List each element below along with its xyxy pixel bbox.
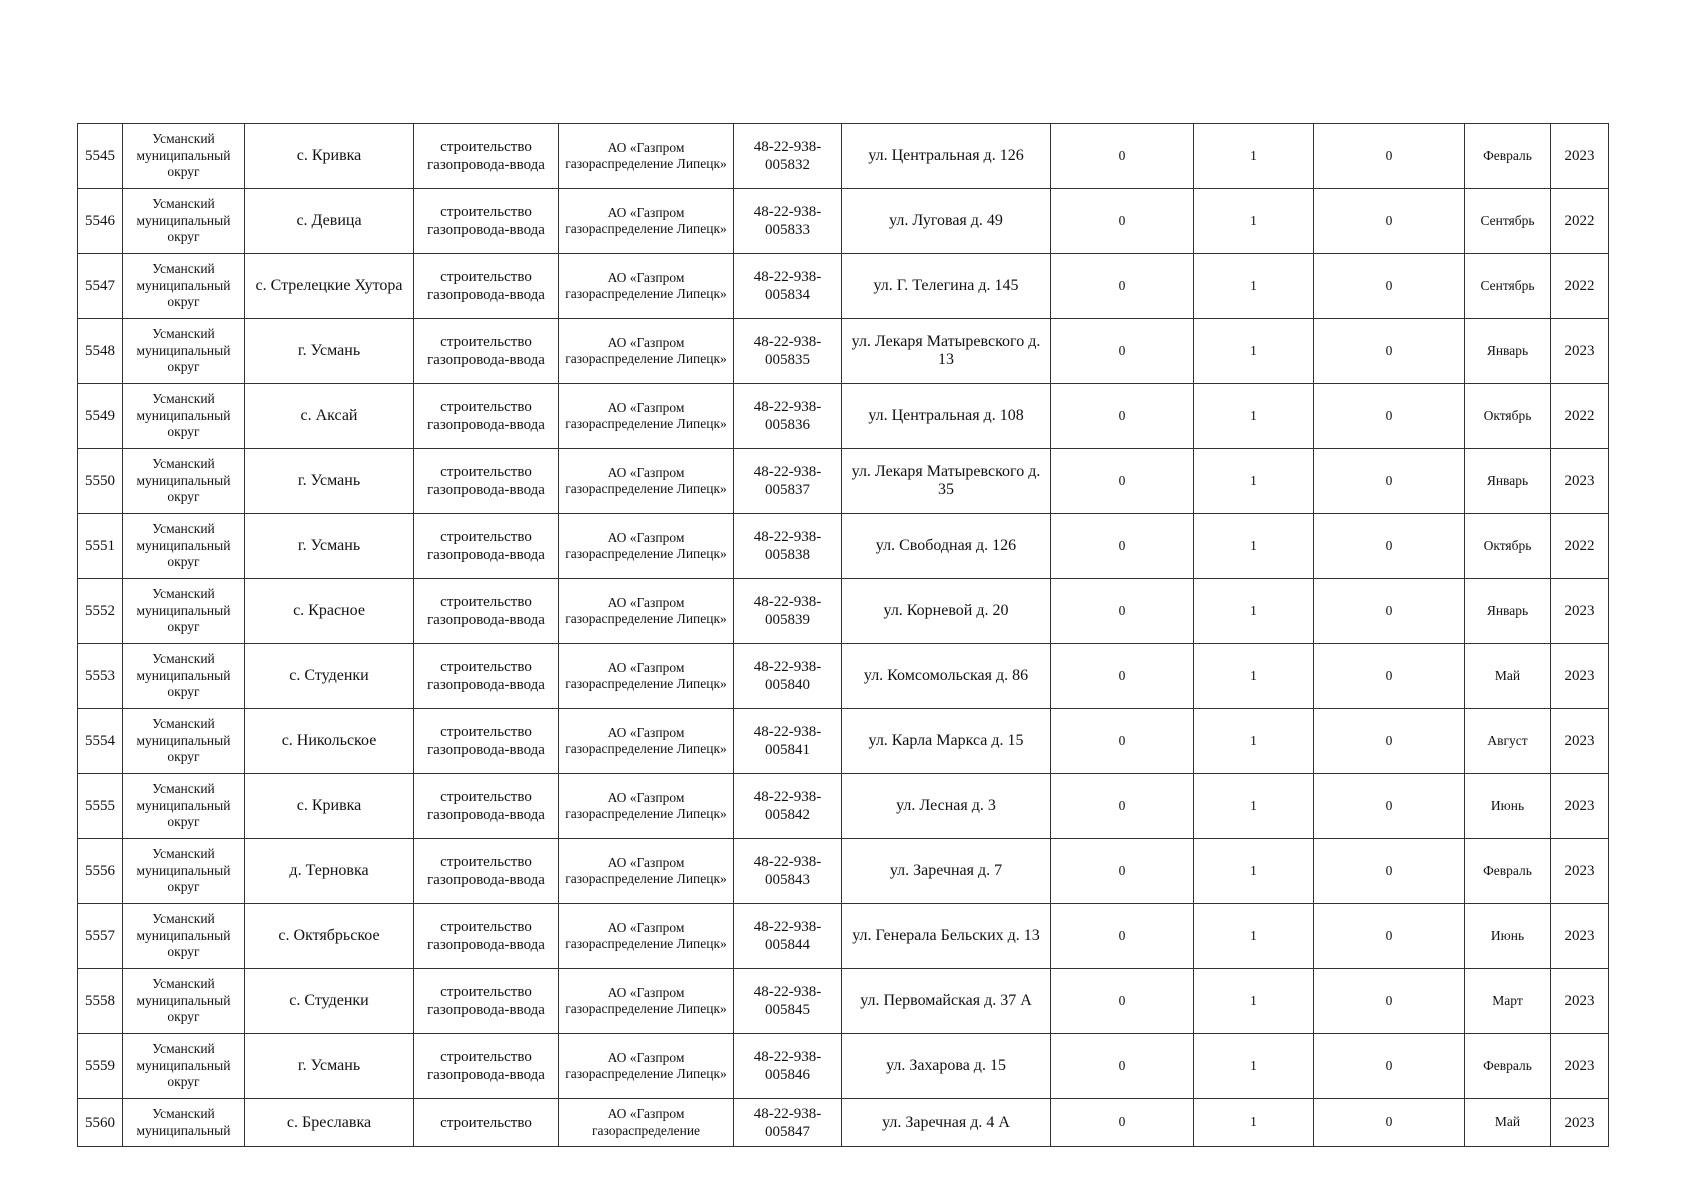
value-cell-2: 1 <box>1194 579 1314 644</box>
district-cell: Усманский муниципальный округ <box>123 189 245 254</box>
organization-cell: АО «Газпром газораспределение Липецк» <box>559 644 734 709</box>
locality-cell: г. Усмань <box>245 449 414 514</box>
work-type-cell: строительство газопровода-ввода <box>414 384 559 449</box>
value-cell-3: 0 <box>1314 514 1465 579</box>
value-cell-3: 0 <box>1314 189 1465 254</box>
locality-cell: с. Октябрьское <box>245 904 414 969</box>
object-code-cell: 48-22-938-005834 <box>734 254 842 319</box>
month-cell: Март <box>1465 969 1551 1034</box>
address-cell: ул. Центральная д. 108 <box>842 384 1051 449</box>
address-cell: ул. Лекаря Матыревского д. 35 <box>842 449 1051 514</box>
organization-cell: АО «Газпром газораспределение Липецк» <box>559 449 734 514</box>
row-number-cell: 5553 <box>78 644 123 709</box>
address-cell: ул. Лекаря Матыревского д. 13 <box>842 319 1051 384</box>
locality-cell: с. Девица <box>245 189 414 254</box>
year-cell: 2023 <box>1551 449 1609 514</box>
district-cell: Усманский муниципальный округ <box>123 644 245 709</box>
value-cell-2: 1 <box>1194 189 1314 254</box>
object-code-cell: 48-22-938-005839 <box>734 579 842 644</box>
value-cell-2: 1 <box>1194 774 1314 839</box>
locality-cell: с. Никольское <box>245 709 414 774</box>
month-cell: Январь <box>1465 319 1551 384</box>
district-cell: Усманский муниципальный <box>123 1099 245 1147</box>
table-row <box>78 254 1609 319</box>
value-cell-2: 1 <box>1194 644 1314 709</box>
object-code-cell: 48-22-938-005846 <box>734 1034 842 1099</box>
organization-cell: АО «Газпром газораспределение Липецк» <box>559 969 734 1034</box>
month-cell: Июнь <box>1465 904 1551 969</box>
value-cell-3: 0 <box>1314 449 1465 514</box>
work-type-cell: строительство газопровода-ввода <box>414 774 559 839</box>
value-cell-2: 1 <box>1194 384 1314 449</box>
district-cell: Усманский муниципальный округ <box>123 514 245 579</box>
value-cell-2: 1 <box>1194 839 1314 904</box>
value-cell-3: 0 <box>1314 644 1465 709</box>
value-cell-3: 0 <box>1314 839 1465 904</box>
year-cell: 2023 <box>1551 644 1609 709</box>
district-cell: Усманский муниципальный округ <box>123 774 245 839</box>
table-row <box>78 189 1609 254</box>
table-row <box>78 514 1609 579</box>
address-cell: ул. Заречная д. 4 А <box>842 1099 1051 1147</box>
month-cell: Август <box>1465 709 1551 774</box>
district-cell: Усманский муниципальный округ <box>123 384 245 449</box>
value-cell-3: 0 <box>1314 579 1465 644</box>
row-number-cell: 5547 <box>78 254 123 319</box>
year-cell: 2023 <box>1551 579 1609 644</box>
value-cell-1: 0 <box>1051 839 1194 904</box>
row-number-cell: 5549 <box>78 384 123 449</box>
work-type-cell: строительство газопровода-ввода <box>414 514 559 579</box>
district-cell: Усманский муниципальный округ <box>123 904 245 969</box>
address-cell: ул. Карла Маркса д. 15 <box>842 709 1051 774</box>
value-cell-2: 1 <box>1194 969 1314 1034</box>
month-cell: Сентябрь <box>1465 189 1551 254</box>
year-cell: 2023 <box>1551 904 1609 969</box>
district-cell: Усманский муниципальный округ <box>123 579 245 644</box>
value-cell-1: 0 <box>1051 644 1194 709</box>
locality-cell: с. Кривка <box>245 124 414 189</box>
address-cell: ул. Заречная д. 7 <box>842 839 1051 904</box>
organization-cell: АО «Газпром газораспределение Липецк» <box>559 774 734 839</box>
month-cell: Февраль <box>1465 1034 1551 1099</box>
address-cell: ул. Свободная д. 126 <box>842 514 1051 579</box>
organization-cell: АО «Газпром газораспределение Липецк» <box>559 839 734 904</box>
value-cell-2: 1 <box>1194 449 1314 514</box>
organization-cell: АО «Газпром газораспределение Липецк» <box>559 904 734 969</box>
locality-cell: г. Усмань <box>245 319 414 384</box>
organization-cell: АО «Газпром газораспределение Липецк» <box>559 514 734 579</box>
address-cell: ул. Центральная д. 126 <box>842 124 1051 189</box>
work-type-cell: строительство газопровода-ввода <box>414 124 559 189</box>
work-type-cell: строительство газопровода-ввода <box>414 189 559 254</box>
value-cell-1: 0 <box>1051 189 1194 254</box>
address-cell: ул. Генерала Бельских д. 13 <box>842 904 1051 969</box>
district-cell: Усманский муниципальный округ <box>123 124 245 189</box>
work-type-cell: строительство газопровода-ввода <box>414 319 559 384</box>
value-cell-1: 0 <box>1051 449 1194 514</box>
work-type-cell: строительство газопровода-ввода <box>414 449 559 514</box>
month-cell: Январь <box>1465 449 1551 514</box>
month-cell: Май <box>1465 644 1551 709</box>
year-cell: 2022 <box>1551 514 1609 579</box>
month-cell: Сентябрь <box>1465 254 1551 319</box>
year-cell: 2023 <box>1551 709 1609 774</box>
value-cell-1: 0 <box>1051 319 1194 384</box>
district-cell: Усманский муниципальный округ <box>123 969 245 1034</box>
table-row <box>78 644 1609 709</box>
value-cell-1: 0 <box>1051 579 1194 644</box>
object-code-cell: 48-22-938-005841 <box>734 709 842 774</box>
locality-cell: с. Студенки <box>245 969 414 1034</box>
object-code-cell: 48-22-938-005840 <box>734 644 842 709</box>
gas-pipeline-registry-table <box>77 123 1609 1147</box>
year-cell: 2023 <box>1551 969 1609 1034</box>
organization-cell: АО «Газпром газораспределение <box>559 1099 734 1147</box>
table-body <box>78 124 1609 1147</box>
object-code-cell: 48-22-938-005833 <box>734 189 842 254</box>
locality-cell: г. Усмань <box>245 1034 414 1099</box>
year-cell: 2023 <box>1551 319 1609 384</box>
object-code-cell: 48-22-938-005843 <box>734 839 842 904</box>
value-cell-3: 0 <box>1314 774 1465 839</box>
value-cell-3: 0 <box>1314 254 1465 319</box>
row-number-cell: 5555 <box>78 774 123 839</box>
value-cell-2: 1 <box>1194 124 1314 189</box>
table-row <box>78 449 1609 514</box>
month-cell: Февраль <box>1465 124 1551 189</box>
value-cell-3: 0 <box>1314 709 1465 774</box>
table-row <box>78 124 1609 189</box>
work-type-cell: строительство газопровода-ввода <box>414 709 559 774</box>
month-cell: Октябрь <box>1465 514 1551 579</box>
organization-cell: АО «Газпром газораспределение Липецк» <box>559 1034 734 1099</box>
address-cell: ул. Г. Телегина д. 145 <box>842 254 1051 319</box>
object-code-cell: 48-22-938-005836 <box>734 384 842 449</box>
row-number-cell: 5551 <box>78 514 123 579</box>
organization-cell: АО «Газпром газораспределение Липецк» <box>559 124 734 189</box>
locality-cell: г. Усмань <box>245 514 414 579</box>
row-number-cell: 5560 <box>78 1099 123 1147</box>
row-number-cell: 5552 <box>78 579 123 644</box>
work-type-cell: строительство газопровода-ввода <box>414 579 559 644</box>
value-cell-2: 1 <box>1194 514 1314 579</box>
work-type-cell: строительство <box>414 1099 559 1147</box>
address-cell: ул. Лесная д. 3 <box>842 774 1051 839</box>
year-cell: 2022 <box>1551 254 1609 319</box>
organization-cell: АО «Газпром газораспределение Липецк» <box>559 384 734 449</box>
value-cell-2: 1 <box>1194 254 1314 319</box>
value-cell-1: 0 <box>1051 384 1194 449</box>
address-cell: ул. Корневой д. 20 <box>842 579 1051 644</box>
locality-cell: с. Красное <box>245 579 414 644</box>
row-number-cell: 5556 <box>78 839 123 904</box>
organization-cell: АО «Газпром газораспределение Липецк» <box>559 189 734 254</box>
value-cell-2: 1 <box>1194 1034 1314 1099</box>
work-type-cell: строительство газопровода-ввода <box>414 904 559 969</box>
row-number-cell: 5546 <box>78 189 123 254</box>
work-type-cell: строительство газопровода-ввода <box>414 254 559 319</box>
value-cell-2: 1 <box>1194 1099 1314 1147</box>
value-cell-1: 0 <box>1051 124 1194 189</box>
value-cell-1: 0 <box>1051 969 1194 1034</box>
table-row <box>78 839 1609 904</box>
locality-cell: с. Студенки <box>245 644 414 709</box>
district-cell: Усманский муниципальный округ <box>123 709 245 774</box>
work-type-cell: строительство газопровода-ввода <box>414 839 559 904</box>
locality-cell: д. Терновка <box>245 839 414 904</box>
month-cell: Октябрь <box>1465 384 1551 449</box>
value-cell-1: 0 <box>1051 709 1194 774</box>
row-number-cell: 5554 <box>78 709 123 774</box>
year-cell: 2023 <box>1551 1099 1609 1147</box>
row-number-cell: 5550 <box>78 449 123 514</box>
value-cell-3: 0 <box>1314 1034 1465 1099</box>
table-row <box>78 774 1609 839</box>
work-type-cell: строительство газопровода-ввода <box>414 644 559 709</box>
district-cell: Усманский муниципальный округ <box>123 254 245 319</box>
work-type-cell: строительство газопровода-ввода <box>414 1034 559 1099</box>
row-number-cell: 5545 <box>78 124 123 189</box>
value-cell-1: 0 <box>1051 904 1194 969</box>
year-cell: 2023 <box>1551 774 1609 839</box>
district-cell: Усманский муниципальный округ <box>123 449 245 514</box>
locality-cell: с. Бреславка <box>245 1099 414 1147</box>
object-code-cell: 48-22-938-005832 <box>734 124 842 189</box>
row-number-cell: 5558 <box>78 969 123 1034</box>
address-cell: ул. Луговая д. 49 <box>842 189 1051 254</box>
table-row <box>78 579 1609 644</box>
object-code-cell: 48-22-938-005844 <box>734 904 842 969</box>
organization-cell: АО «Газпром газораспределение Липецк» <box>559 709 734 774</box>
value-cell-2: 1 <box>1194 904 1314 969</box>
locality-cell: с. Стрелецкие Хутора <box>245 254 414 319</box>
address-cell: ул. Комсомольская д. 86 <box>842 644 1051 709</box>
value-cell-3: 0 <box>1314 124 1465 189</box>
organization-cell: АО «Газпром газораспределение Липецк» <box>559 579 734 644</box>
month-cell: Май <box>1465 1099 1551 1147</box>
address-cell: ул. Первомайская д. 37 А <box>842 969 1051 1034</box>
value-cell-1: 0 <box>1051 1034 1194 1099</box>
object-code-cell: 48-22-938-005838 <box>734 514 842 579</box>
value-cell-1: 0 <box>1051 774 1194 839</box>
row-number-cell: 5548 <box>78 319 123 384</box>
table-row <box>78 709 1609 774</box>
district-cell: Усманский муниципальный округ <box>123 839 245 904</box>
locality-cell: с. Кривка <box>245 774 414 839</box>
month-cell: Июнь <box>1465 774 1551 839</box>
locality-cell: с. Аксай <box>245 384 414 449</box>
row-number-cell: 5559 <box>78 1034 123 1099</box>
object-code-cell: 48-22-938-005837 <box>734 449 842 514</box>
table-row <box>78 904 1609 969</box>
table-row <box>78 969 1609 1034</box>
object-code-cell: 48-22-938-005842 <box>734 774 842 839</box>
value-cell-3: 0 <box>1314 384 1465 449</box>
address-cell: ул. Захарова д. 15 <box>842 1034 1051 1099</box>
table-row <box>78 384 1609 449</box>
value-cell-1: 0 <box>1051 514 1194 579</box>
row-number-cell: 5557 <box>78 904 123 969</box>
table-row <box>78 1099 1609 1147</box>
year-cell: 2023 <box>1551 1034 1609 1099</box>
year-cell: 2023 <box>1551 839 1609 904</box>
work-type-cell: строительство газопровода-ввода <box>414 969 559 1034</box>
month-cell: Январь <box>1465 579 1551 644</box>
value-cell-1: 0 <box>1051 254 1194 319</box>
year-cell: 2022 <box>1551 384 1609 449</box>
value-cell-3: 0 <box>1314 319 1465 384</box>
organization-cell: АО «Газпром газораспределение Липецк» <box>559 254 734 319</box>
district-cell: Усманский муниципальный округ <box>123 319 245 384</box>
value-cell-3: 0 <box>1314 969 1465 1034</box>
table-row <box>78 1034 1609 1099</box>
value-cell-2: 1 <box>1194 319 1314 384</box>
value-cell-3: 0 <box>1314 1099 1465 1147</box>
value-cell-1: 0 <box>1051 1099 1194 1147</box>
district-cell: Усманский муниципальный округ <box>123 1034 245 1099</box>
value-cell-2: 1 <box>1194 709 1314 774</box>
value-cell-3: 0 <box>1314 904 1465 969</box>
organization-cell: АО «Газпром газораспределение Липецк» <box>559 319 734 384</box>
year-cell: 2022 <box>1551 189 1609 254</box>
object-code-cell: 48-22-938-005845 <box>734 969 842 1034</box>
year-cell: 2023 <box>1551 124 1609 189</box>
object-code-cell: 48-22-938-005847 <box>734 1099 842 1147</box>
table-row <box>78 319 1609 384</box>
month-cell: Февраль <box>1465 839 1551 904</box>
object-code-cell: 48-22-938-005835 <box>734 319 842 384</box>
